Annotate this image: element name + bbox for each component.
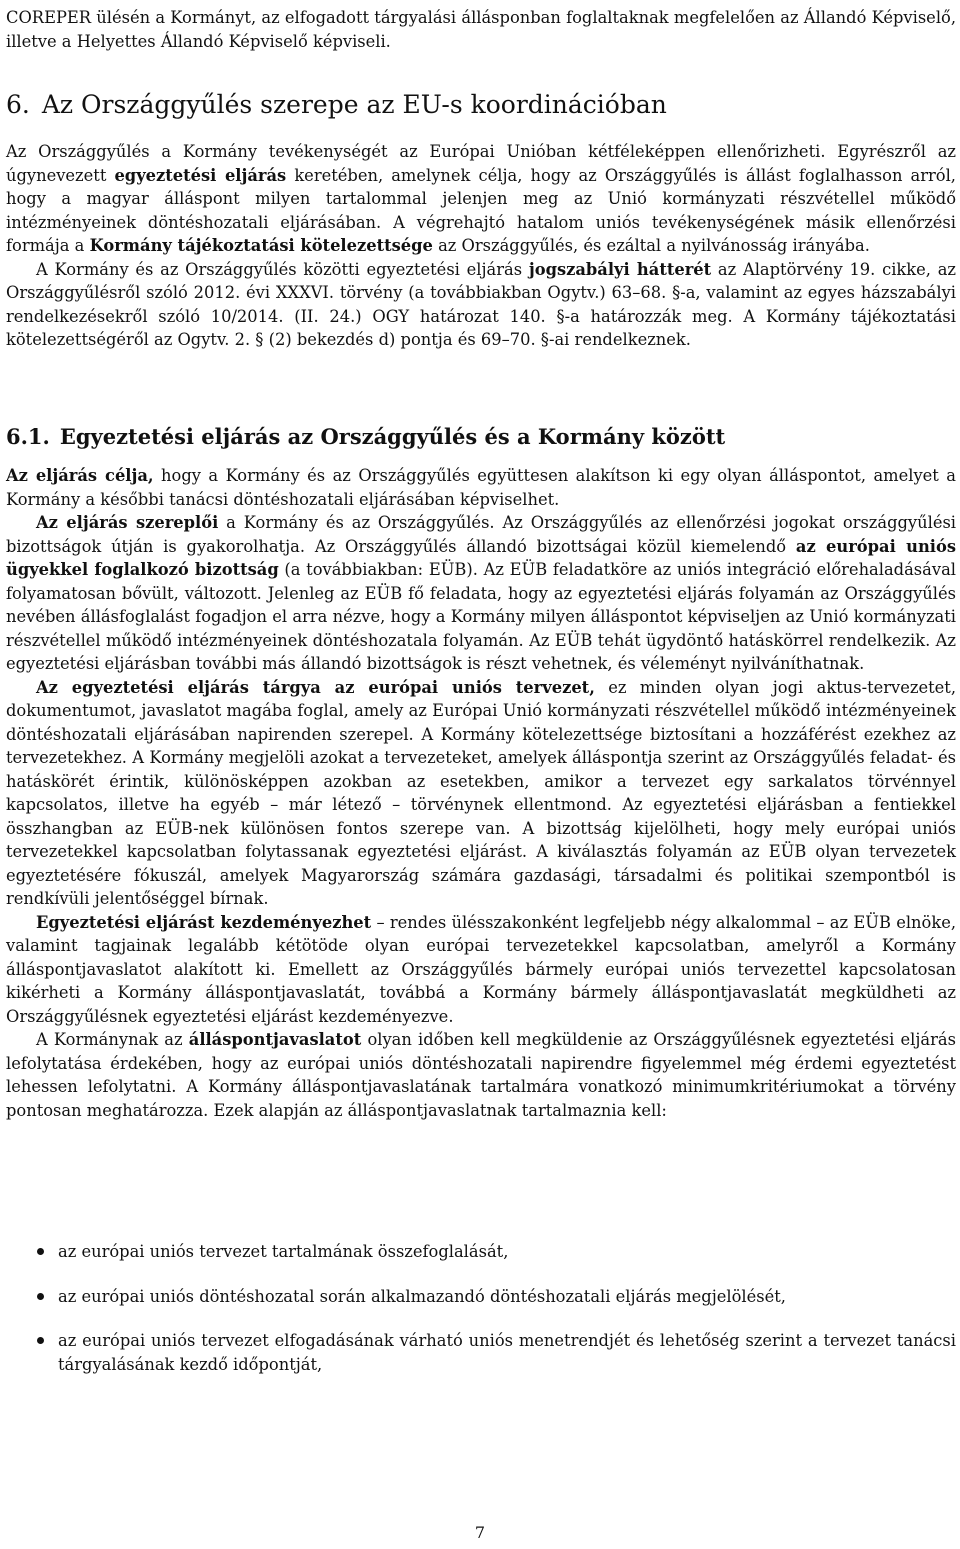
participants-paragraph [6, 511, 956, 676]
emphasis: egyeztetési eljárás [114, 165, 287, 185]
bullet-icon [37, 1248, 44, 1255]
text-run: A Kormány és az Országgyűlés közötti egyeztetési eljárás [36, 259, 529, 279]
page-number: 7 [474, 1523, 486, 1542]
text-run: keretében, amelynek célja, hogy az Országgyűlés is állást foglalhasson arról, hogy a magyar álláspont milyen tartalommal jelenjen meg az Unió kormányzati részvétellel működő intézményeinek döntéshozatali eljárásában. A végrehajtó hatalom uniós tevékenységének másik ellenőrzési formája a [6, 165, 956, 255]
text-run: (a továbbiakban: EÜB). Az EÜB feladatköre az uniós integráció előrehaladásával folyamatosan bővült, változott. Jelenleg az EÜB fő feladata, hogy az egyeztetési eljárás folyamán az Országgyűlés nevében állásfoglalást fogadjon el arra nézve, hogy a Kormány milyen álláspontot képviseljen az Unió kormányzati részvétellel működő intézményeinek döntéshozatala folyamán. Az EÜB tehát ügydöntő hatáskörrel rendelkezik. Az egyeztetési eljárásban további más állandó bizottságok is részt vehetnek, és véleményt nyilváníthatnak. [6, 560, 956, 673]
emphasis: Az eljárás szereplői [36, 513, 219, 532]
subsection-body [6, 464, 956, 1122]
legal-basis-paragraph [6, 258, 956, 352]
subsection-number: 6.1. [6, 424, 50, 449]
list-item-text: az európai uniós tervezet tartalmának összefoglalását, [58, 1242, 509, 1261]
text-run: a Kormány és az Országgyűlés. Az Országgyűlés az ellenőrzési jogokat országgyűlési bizottságok útján is gyakorolhatja. Az Országgyűlés állandó bizottságai közül kiemelendő [6, 513, 957, 556]
emphasis: az európai uniós ügyekkel foglalkozó bizottság [6, 536, 956, 579]
emphasis: jogszabályi hátterét [528, 259, 712, 279]
text-run: olyan időben kell megküldenie az Országgyűlésnek egyeztetési eljárás lefolytatása érdekében, hogy az európai uniós döntéshozatali napirendre figyelemmel még érdemi egyeztetést lehessen lefolytatni. A Kormány álláspontjavaslatának tartalmára vonatkozó minimumkritériumokat a törvény pontosan meghatározza. Ezek alapján az álláspontjavaslatnak tartalmaznia kell: [6, 1030, 956, 1120]
list-item-text: az európai uniós döntéshozatal során alkalmazandó döntéshozatali eljárás megjelölését, [58, 1286, 786, 1306]
section-title: Az Országgyűlés szerepe az EU-s koordinációban [41, 90, 667, 119]
initiation-paragraph [6, 911, 956, 1029]
text-run: hogy a Kormány és az Országgyűlés együttesen alakítson ki egy olyan álláspontot, amelyet a Kormány a későbbi tanácsi döntéshozatali eljárásában képviselhet. [6, 466, 956, 509]
section-body [6, 140, 956, 352]
subsection-title: Egyeztetési eljárás az Országgyűlés és a Kormány között [59, 424, 726, 449]
proposal-paragraph [6, 1028, 956, 1122]
list-item [6, 1240, 956, 1264]
text-run: az Alaptörvény 19. cikke, az Országgyűlésről szóló 2012. évi XXXVI. törvény (a továbbiakban Ogytv.) 63–68. §-a, valamint az egyes házszabályi rendelkezésekről szóló 10/2014. (II. 24.) OGY határozat 140. §-a határozzák meg. A Kormány tájékoztatási kötelezettségéről az Ogytv. 2. § (2) bekezdés d) pontja és 69–70. §-ai rendelkeznek. [6, 259, 956, 349]
emphasis: Az egyeztetési eljárás tárgya az európai uniós tervezet, [36, 677, 595, 697]
text-run: az Országgyűlés, és ezáltal a nyilvánosság irányába. [432, 236, 870, 255]
section-number: 6. [6, 90, 30, 119]
section-heading [6, 90, 667, 120]
bullet-icon [37, 1337, 44, 1344]
emphasis: Az eljárás célja, [6, 466, 154, 485]
purpose-paragraph [6, 464, 956, 511]
bullet-icon [37, 1293, 44, 1300]
text-run: ez minden olyan jogi aktus-tervezetet, dokumentumot, javaslatot magába foglal, amely az Európai Unió kormányzati részvétellel működő intézményeinek döntéshozatali eljárásában napirenden szerepel. A Kormány kötelezettsége biztosítani a hozzáférést ezekhez az tervezetekhez. A Kormány megjelöli azokat a tervezeteket, amelyek álláspontja szerint az Országgyűlés feladat- és hatáskörét érintik, különösképpen azokban az esetekben, amikor a tervezet egy sarkalatos törvénnyel kapcsolatos, illetve ha egyéb – már létező – törvénynek ellentmond. Az egyeztetési eljárásban a fentiekkel összhangban az EÜB-nek különösen fontos szerepe van. A bizottság kijelölheti, hogy mely európai uniós tervezetekkel kapcsolatban folytassanak egyeztetési eljárást. A kiválasztás folyamán az EÜB olyan tervezetek egyeztetésére fókuszál, amelyek Magyarország számára gazdasági, társadalmi és politikai szempontból is rendkívüli jelentőséggel bírnak. [6, 677, 956, 908]
text-run: A Kormánynak az [36, 1030, 189, 1049]
text-run: Az Országgyűlés a Kormány tevékenységét az Európai Unióban kétféleképpen ellenőrizheti. Egyrészről az úgynevezett [6, 142, 956, 185]
criteria-list [6, 1240, 956, 1376]
intro-fragment: COREPER ülésén a Kormányt, az elfogadott tárgyalási állásponban foglaltaknak megfelelően az Állandó Képviselő, illetve a Helyettes Állandó Képviselő képviseli. [6, 8, 956, 51]
section-intro-paragraph [6, 140, 956, 258]
emphasis: Kormány tájékoztatási kötelezettsége [89, 236, 433, 255]
list-item [6, 1329, 956, 1376]
emphasis: Egyeztetési eljárást kezdeményezhet [36, 912, 372, 932]
emphasis: álláspontjavaslatot [188, 1030, 362, 1049]
subject-paragraph [6, 676, 956, 911]
text-run: – rendes ülésszakonként legfeljebb négy alkalommal – az EÜB elnöke, valamint tagjainak legalább kétötöde olyan európai tervezetekkel kapcsolatban, amelyről a Kormány álláspontjavaslatot alakított ki. Emellett az Országgyűlés bármely európai uniós tervezettel kapcsolatosan kikérheti a Kormány álláspontjavaslatát, továbbá a Kormány bármely álláspontjavaslatát megküldheti az Országgyűlésnek egyeztetési eljárást kezdeményezve. [6, 912, 956, 1026]
list-item [6, 1285, 956, 1309]
list-item-text: az európai uniós tervezet elfogadásának várható uniós menetrendjét és lehetőség szerint a tervezet tanácsi tárgyalásának kezdő időpontját, [58, 1331, 956, 1374]
subsection-heading [6, 424, 725, 450]
